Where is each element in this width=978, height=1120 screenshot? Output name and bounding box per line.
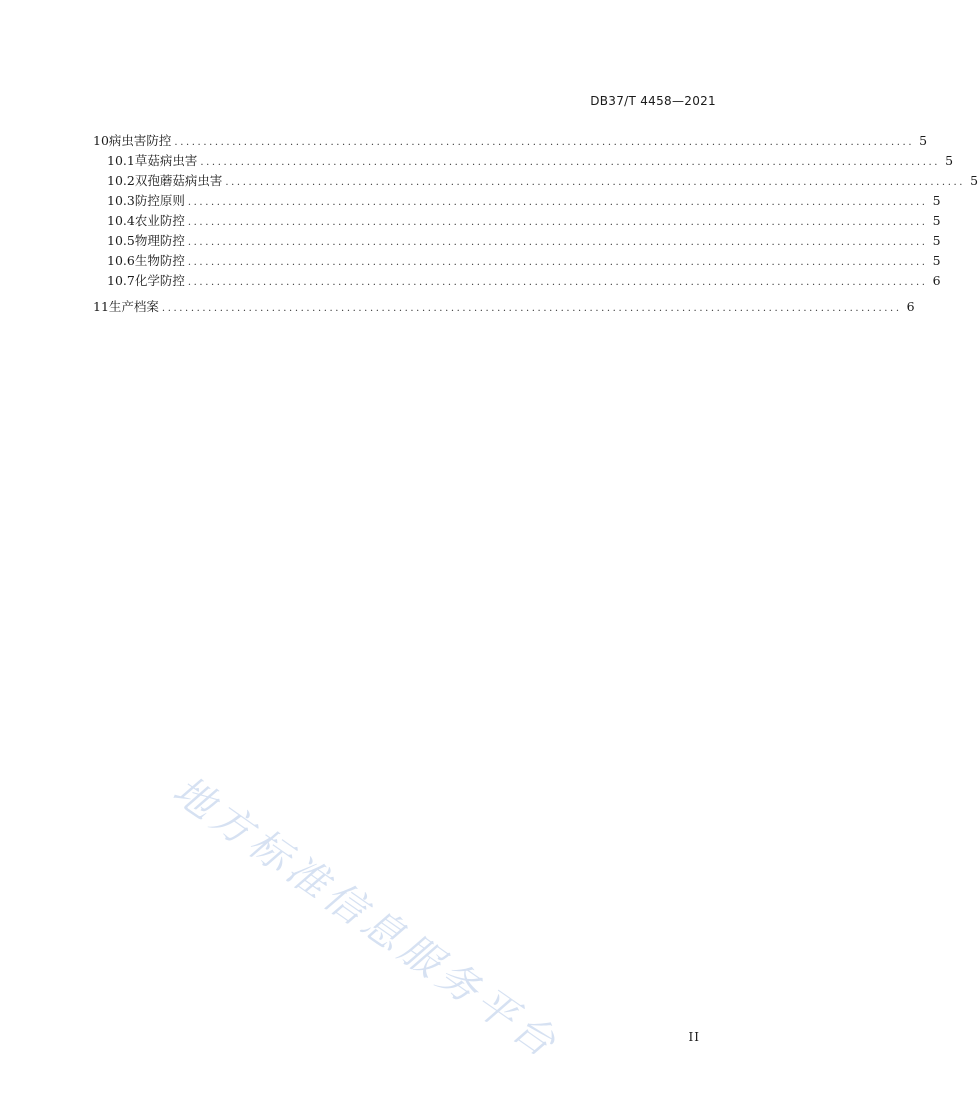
toc-entry-number: 10.1 [107,153,135,168]
toc-entry-number: 10.7 [107,273,135,288]
toc-entry-number: 10 [93,133,109,148]
toc-entry-number: 10.6 [107,253,135,268]
toc-entry-number: 11 [93,299,109,314]
toc-entry-page: 5 [919,133,928,148]
toc-leader: ................................................................................................................................ [187,217,928,228]
toc-entry-title: 化学防控 [134,273,185,288]
toc-entry-page: 5 [932,253,941,268]
page-number: II [688,1030,700,1044]
toc-entry[interactable] [93,131,928,151]
toc-leader: ................................................................................................................................ [187,237,928,248]
toc-entry-page: 5 [970,173,978,188]
toc-leader: ................................................................................................................................ [225,177,966,188]
doc-code: DB37/T 4458—2021 [590,94,716,108]
toc-entry[interactable] [93,251,941,271]
toc-entry[interactable] [93,151,954,171]
toc-leader: ................................................................................................................................ [187,277,928,288]
toc-entry-page: 6 [932,273,941,288]
toc-entry-title: 生物防控 [134,253,185,268]
toc-leader: ................................................................................................................................ [174,137,915,148]
toc-entry-page: 5 [945,153,954,168]
watermark: 地方标准信息服务平台 [164,767,568,1069]
toc-entry[interactable] [93,171,978,191]
toc-entry-page: 5 [932,233,941,248]
toc-entry-title: 双孢蘑菇病虫害 [134,173,223,188]
toc-entry-title: 物理防控 [134,233,185,248]
toc-entry[interactable] [93,271,941,291]
toc-entry-number: 10.2 [107,173,135,188]
toc-entry-title: 农业防控 [134,213,185,228]
toc-entry-number: 10.3 [107,193,135,208]
toc-entry-page: 5 [932,193,941,208]
toc-leader: ................................................................................................................................ [187,197,928,208]
toc-leader: ................................................................................................................................ [200,157,941,168]
toc-entry-page: 6 [906,299,915,314]
toc-entry-title: 生产档案 [108,299,159,314]
table-of-contents [93,131,978,317]
toc-entry-title: 防控原则 [134,193,185,208]
toc-entry-number: 10.5 [107,233,135,248]
toc-entry-title: 病虫害防控 [108,133,172,148]
toc-entry-page: 5 [932,213,941,228]
toc-leader: ................................................................................................................................ [161,303,902,314]
toc-entry-title: 草菇病虫害 [134,153,198,168]
toc-leader: ................................................................................................................................ [187,257,928,268]
toc-entry[interactable] [93,211,941,231]
toc-entry[interactable] [93,231,941,251]
toc-entry-number: 10.4 [107,213,135,228]
toc-entry[interactable] [93,191,941,211]
toc-entry[interactable] [93,297,915,317]
